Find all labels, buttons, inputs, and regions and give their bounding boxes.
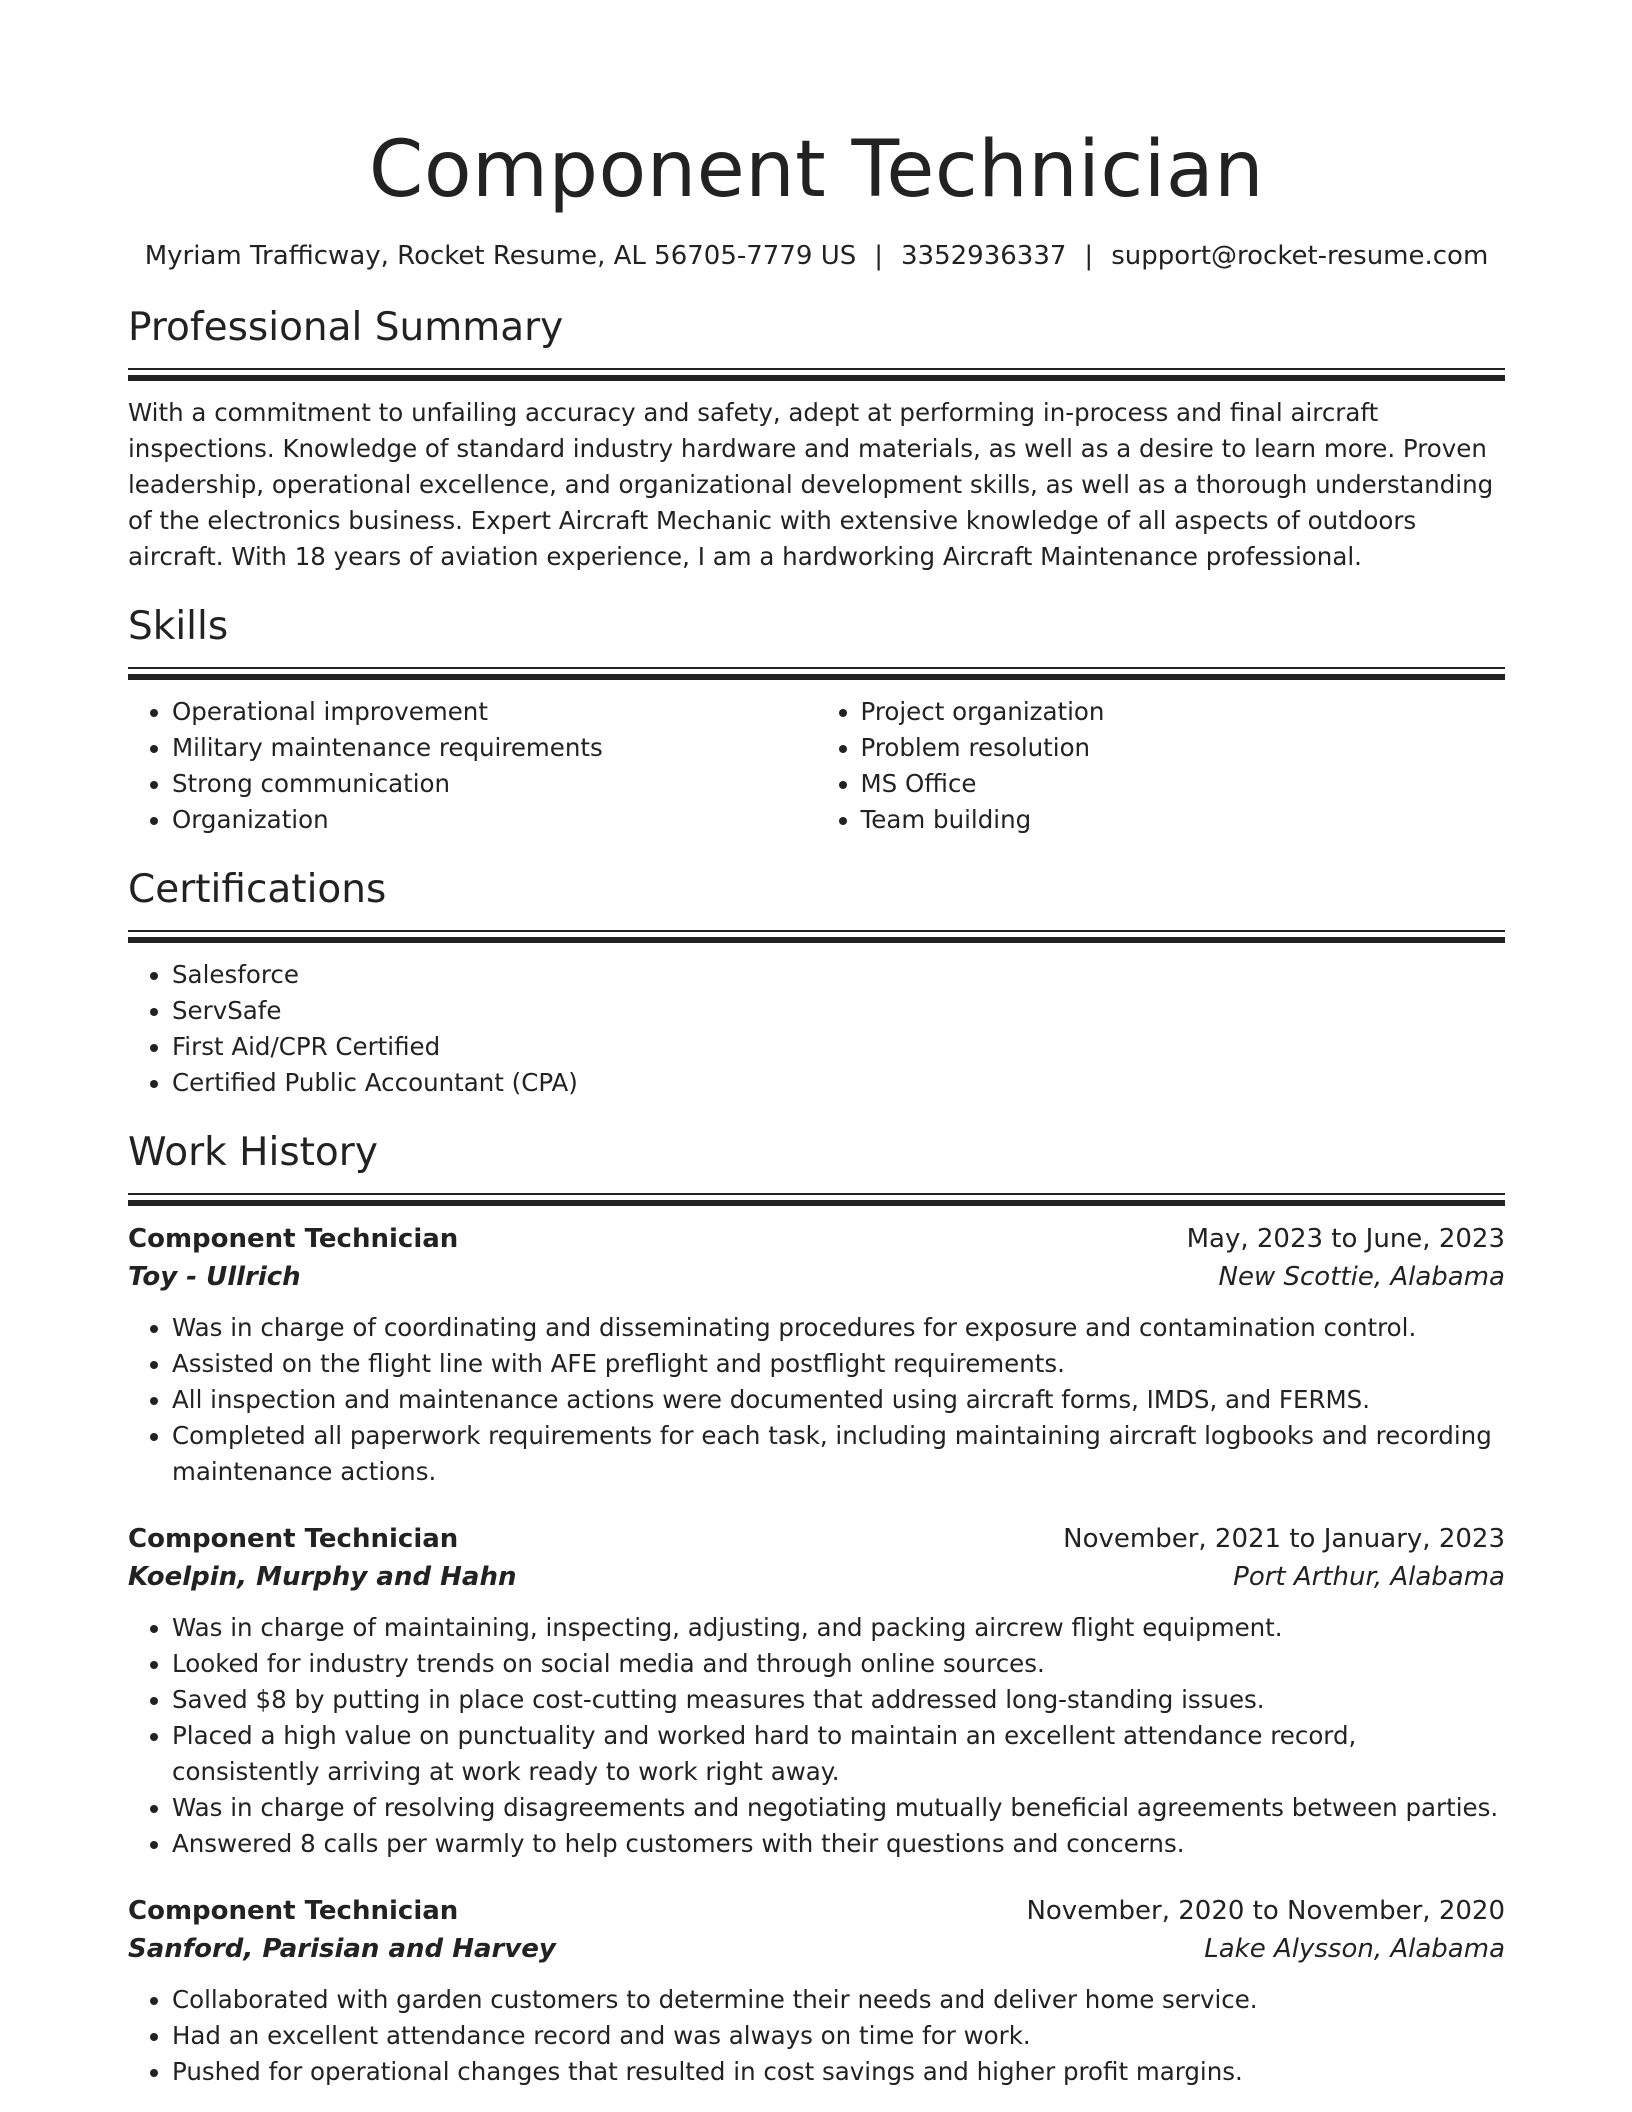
skills-columns <box>128 694 1505 838</box>
job-title: Component Technician <box>128 1224 459 1254</box>
skills-list-right <box>817 694 1506 838</box>
job-dates: May, 2023 to June, 2023 <box>1186 1224 1505 1254</box>
skills-list-left <box>128 694 817 838</box>
job-bullet: • Pushed for operational changes that resulted in cost savings and higher profit margins. <box>172 2054 1505 2090</box>
job-dates: November, 2020 to November, 2020 <box>1026 1896 1505 1926</box>
job-company: Koelpin, Murphy and Hahn <box>128 1562 517 1592</box>
certification-item: • Certified Public Accountant (CPA) <box>172 1065 1505 1101</box>
job-entry <box>128 1892 1505 2090</box>
skill-item: • MS Office <box>861 766 1506 802</box>
section-divider <box>128 930 1505 943</box>
skill-item: • Organization <box>172 802 817 838</box>
job-location: New Scottie, Alabama <box>1218 1262 1505 1292</box>
job-bullet: • Placed a high value on punctuality and worked hard to maintain an excellent attendance record, consistently arriving at work ready to work right away. <box>172 1718 1505 1790</box>
job-bullet: • Assisted on the flight line with AFE preflight and postflight requirements. <box>172 1346 1505 1382</box>
section-heading-certifications: Certifications <box>128 867 387 912</box>
contact-address: Myriam Trafficway, Rocket Resume, AL 56705-7779 US <box>144 241 857 271</box>
certifications-list <box>128 957 1505 1101</box>
skills-section <box>128 601 1505 838</box>
certifications-section <box>128 864 1505 1101</box>
job-header <box>128 1892 1505 1930</box>
certification-item: • First Aid/CPR Certified <box>172 1029 1505 1065</box>
work-history-section <box>128 1127 1505 2090</box>
job-company: Sanford, Parisian and Harvey <box>128 1934 556 1964</box>
job-subheader <box>128 1930 1505 1968</box>
job-header <box>128 1220 1505 1258</box>
section-divider <box>128 667 1505 680</box>
job-title: Component Technician <box>128 1896 459 1926</box>
skill-item: • Operational improvement <box>172 694 817 730</box>
job-bullets <box>128 1310 1505 1490</box>
job-bullets <box>128 1610 1505 1862</box>
skill-item: • Problem resolution <box>861 730 1506 766</box>
section-heading-work-history: Work History <box>128 1130 378 1175</box>
job-header <box>128 1520 1505 1558</box>
job-bullet: • Had an excellent attendance record and was always on time for work. <box>172 2018 1505 2054</box>
certification-item: • Salesforce <box>172 957 1505 993</box>
resume-title: Component Technician <box>368 125 1265 215</box>
contact-separator: | <box>874 241 883 271</box>
contact-separator: | <box>1084 241 1094 271</box>
job-bullet: • Was in charge of resolving disagreements and negotiating mutually beneficial agreements between parties. <box>172 1790 1505 1826</box>
job-bullet: • Collaborated with garden customers to determine their needs and deliver home service. <box>172 1982 1505 2018</box>
skill-item: • Project organization <box>861 694 1506 730</box>
section-divider <box>128 368 1505 381</box>
job-location: Port Arthur, Alabama <box>1233 1562 1505 1592</box>
job-bullet: • Was in charge of maintaining, inspecting, adjusting, and packing aircrew flight equipment. <box>172 1610 1505 1646</box>
contact-email: support@rocket-resume.com <box>1111 241 1489 271</box>
certification-item: • ServSafe <box>172 993 1505 1029</box>
job-entry <box>128 1220 1505 1490</box>
job-bullets <box>128 1982 1505 2090</box>
job-entry <box>128 1520 1505 1862</box>
job-subheader <box>128 1258 1505 1296</box>
skill-item: • Military maintenance requirements <box>172 730 817 766</box>
job-title: Component Technician <box>128 1524 459 1554</box>
summary-section <box>128 302 1505 575</box>
job-company: Toy - Ullrich <box>128 1262 301 1292</box>
summary-text: With a commitment to unfailing accuracy and safety, adept at performing in-process and final aircraft inspections. Knowledge of standard industry hardware and materials, as well as a desire to learn more. Proven leadership, operational excellence, and organizational development skills, as well as a thorough understanding of the electronics business. Expert Aircraft Mechanic with extensive knowledge of all aspects of outdoors aircraft. With 18 years of aviation experience, I am a hardworking Aircraft Maintenance professional. <box>128 398 1494 571</box>
contact-phone: 3352936337 <box>901 241 1067 271</box>
job-bullet: • Saved $8 by putting in place cost-cutting measures that addressed long-standing issues. <box>172 1682 1505 1718</box>
job-bullet: • Completed all paperwork requirements for each task, including maintaining aircraft logbooks and recording maintenance actions. <box>172 1418 1505 1490</box>
section-divider <box>128 1193 1505 1206</box>
job-subheader <box>128 1558 1505 1596</box>
skill-item: • Strong communication <box>172 766 817 802</box>
section-heading-skills: Skills <box>128 604 229 649</box>
skill-item: • Team building <box>861 802 1506 838</box>
job-bullet: • Was in charge of coordinating and disseminating procedures for exposure and contamination control. <box>172 1310 1505 1346</box>
job-bullet: • All inspection and maintenance actions were documented using aircraft forms, IMDS, and FERMS. <box>172 1382 1505 1418</box>
job-dates: November, 2021 to January, 2023 <box>1063 1524 1505 1554</box>
section-heading-summary: Professional Summary <box>128 305 564 350</box>
contact-line <box>128 238 1505 274</box>
job-location: Lake Alysson, Alabama <box>1204 1934 1505 1964</box>
job-bullet: • Answered 8 calls per warmly to help customers with their questions and concerns. <box>172 1826 1505 1862</box>
job-bullet: • Looked for industry trends on social media and through online sources. <box>172 1646 1505 1682</box>
